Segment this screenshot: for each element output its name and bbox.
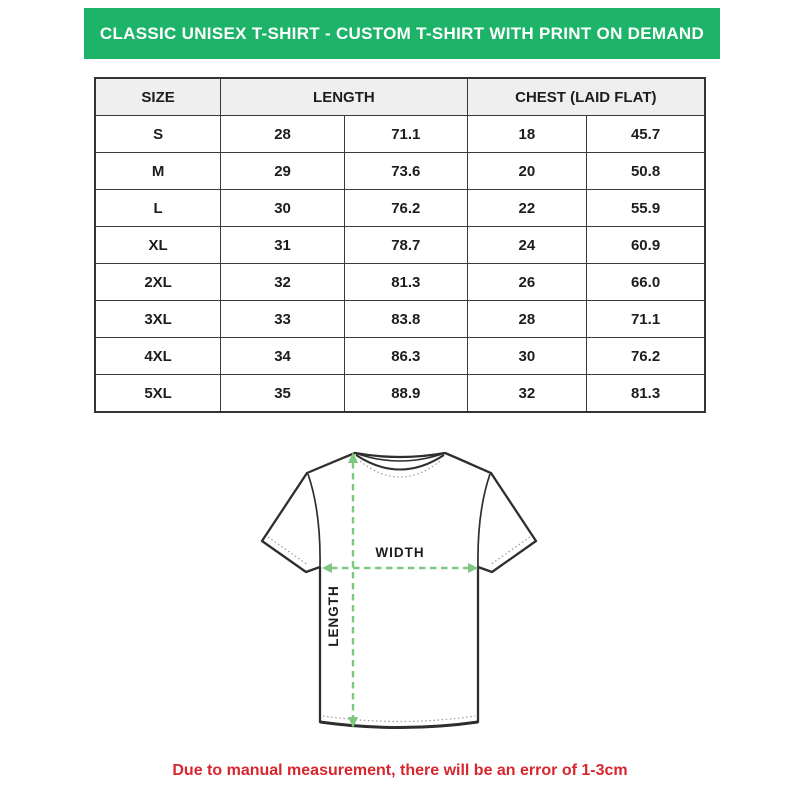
- table-row: [95, 264, 705, 301]
- size-cell: 3XL: [95, 301, 221, 338]
- length-cm-cell: 78.7: [344, 227, 467, 264]
- length-cm-cell: 71.1: [344, 116, 467, 153]
- chest-cm-cell: 76.2: [587, 338, 705, 375]
- table-row: [95, 375, 705, 413]
- length-cm-cell: 88.9: [344, 375, 467, 413]
- tshirt-measurement-diagram: [248, 440, 552, 752]
- size-cell: 4XL: [95, 338, 221, 375]
- chest-in-cell: 22: [467, 190, 587, 227]
- table-row: [95, 338, 705, 375]
- chest-in-cell: 24: [467, 227, 587, 264]
- table-row: [95, 190, 705, 227]
- size-cell: S: [95, 116, 221, 153]
- size-chart-table: [94, 77, 706, 413]
- chest-cm-cell: 50.8: [587, 153, 705, 190]
- chest-cm-cell: 45.7: [587, 116, 705, 153]
- page-title: CLASSIC UNISEX T-SHIRT - CUSTOM T-SHIRT WITH PRINT ON DEMAND: [99, 23, 705, 43]
- length-in-cell: 29: [221, 153, 345, 190]
- title-banner: [84, 8, 720, 59]
- chest-in-cell: 30: [467, 338, 587, 375]
- length-in-cell: 30: [221, 190, 345, 227]
- chest-in-cell: 26: [467, 264, 587, 301]
- chest-cm-cell: 66.0: [587, 264, 705, 301]
- length-cm-cell: 81.3: [344, 264, 467, 301]
- chest-cm-cell: 71.1: [587, 301, 705, 338]
- length-in-cell: 31: [221, 227, 345, 264]
- table-row: [95, 116, 705, 153]
- length-cm-cell: 86.3: [344, 338, 467, 375]
- tshirt-illustration: [248, 440, 552, 752]
- chest-cm-cell: 81.3: [587, 375, 705, 413]
- size-cell: XL: [95, 227, 221, 264]
- size-cell: 2XL: [95, 264, 221, 301]
- length-in-cell: 28: [221, 116, 345, 153]
- size-chart: [94, 77, 706, 402]
- length-cm-cell: 76.2: [344, 190, 467, 227]
- table-row: [95, 301, 705, 338]
- chest-in-cell: 32: [467, 375, 587, 413]
- header-chest: CHEST (LAID FLAT): [467, 78, 705, 116]
- length-in-cell: 35: [221, 375, 345, 413]
- length-in-cell: 34: [221, 338, 345, 375]
- chest-in-cell: 18: [467, 116, 587, 153]
- length-cm-cell: 73.6: [344, 153, 467, 190]
- chest-cm-cell: 55.9: [587, 190, 705, 227]
- measurement-disclaimer: Due to manual measurement, there will be an error of 1-3cm: [172, 762, 628, 779]
- header-size: SIZE: [95, 78, 221, 116]
- tshirt-outline: [262, 453, 536, 728]
- size-cell: 5XL: [95, 375, 221, 413]
- table-row: [95, 227, 705, 264]
- length-in-cell: 33: [221, 301, 345, 338]
- length-cm-cell: 83.8: [344, 301, 467, 338]
- table-row: [95, 153, 705, 190]
- length-arrow-label: LENGTH: [326, 585, 341, 647]
- header-row: [95, 78, 705, 116]
- length-in-cell: 32: [221, 264, 345, 301]
- size-cell: L: [95, 190, 221, 227]
- chest-cm-cell: 60.9: [587, 227, 705, 264]
- width-arrow-label: WIDTH: [375, 545, 425, 560]
- chest-in-cell: 20: [467, 153, 587, 190]
- chest-in-cell: 28: [467, 301, 587, 338]
- header-length: LENGTH: [221, 78, 467, 116]
- size-cell: M: [95, 153, 221, 190]
